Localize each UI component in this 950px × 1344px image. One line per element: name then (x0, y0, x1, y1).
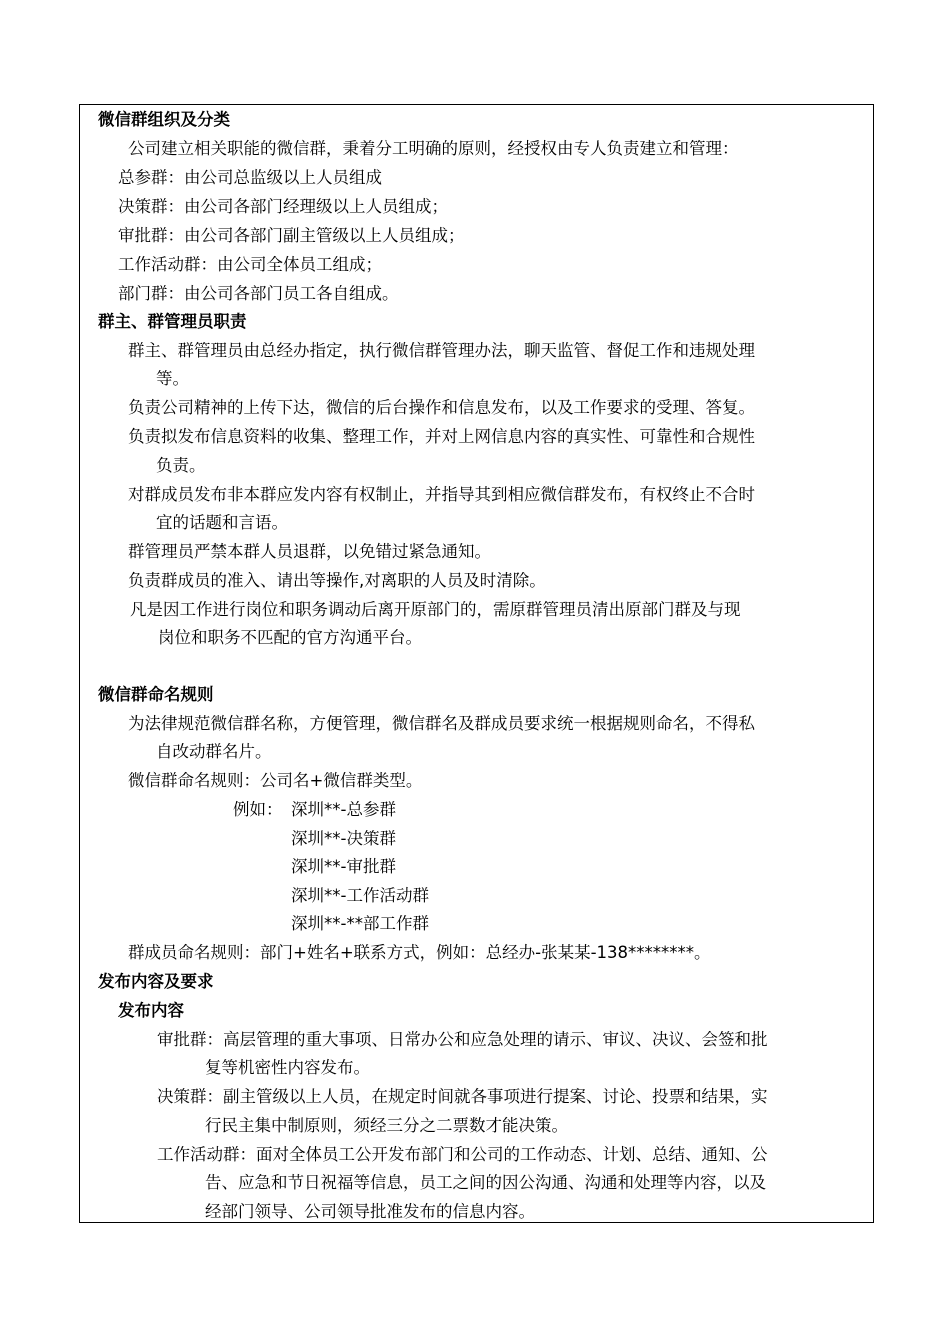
paragraph-line: 凡是因工作进行岗位和职务调动后离开原部门的，需原群管理员清出原部门群及与现 (130, 600, 741, 619)
example-item: 深圳**-总参群 (291, 800, 396, 819)
paragraph-line: 审批群：高层管理的重大事项、日常办公和应急处理的请示、审议、决议、会签和批 (157, 1030, 768, 1049)
paragraph-line: 复等机密性内容发布。 (205, 1058, 370, 1077)
example-item: 深圳**-决策群 (291, 829, 396, 848)
list-item: 总参群：由公司总监级以上人员组成 (118, 168, 382, 187)
example-item: 深圳**-工作活动群 (291, 886, 429, 905)
list-item: 部门群：由公司各部门员工各自组成。 (118, 284, 399, 303)
example-item: 深圳**-**部工作群 (291, 914, 429, 933)
section-intro: 公司建立相关职能的微信群，秉着分工明确的原则，经授权由专人负责建立和管理： (128, 139, 739, 158)
example-item: 深圳**-审批群 (291, 857, 396, 876)
section-title-publish: 发布内容及要求 (98, 972, 214, 991)
paragraph-line: 经部门领导、公司领导批准发布的信息内容。 (205, 1202, 535, 1221)
paragraph-line: 决策群：副主管级以上人员，在规定时间就各事项进行提案、讨论、投票和结果，实 (157, 1087, 768, 1106)
paragraph-line: 负责拟发布信息资料的收集、整理工作，并对上网信息内容的真实性、可靠性和合规性 (128, 427, 755, 446)
subsection-title: 发布内容 (118, 1001, 184, 1020)
paragraph-line: 宜的话题和言语。 (156, 513, 288, 532)
paragraph-line: 告、应急和节日祝福等信息，员工之间的因公沟通、沟通和处理等内容，以及 (205, 1173, 766, 1192)
paragraph-line: 自改动群名片。 (156, 742, 272, 761)
paragraph-line: 负责群成员的准入、请出等操作,对离职的人员及时清除。 (128, 571, 546, 590)
paragraph-line: 群主、群管理员由总经办指定，执行微信群管理办法，聊天监管、督促工作和违规处理 (128, 341, 755, 360)
paragraph-line: 负责公司精神的上传下达，微信的后台操作和信息发布，以及工作要求的受理、答复。 (128, 398, 755, 417)
paragraph-line: 为法律规范微信群名称，方便管理，微信群名及群成员要求统一根据规则命名，不得私 (128, 714, 755, 733)
example-label: 例如： (233, 800, 283, 819)
paragraph-line: 微信群命名规则：公司名+微信群类型。 (128, 771, 423, 790)
paragraph-line: 等。 (156, 369, 189, 388)
member-naming-rule: 群成员命名规则：部门+姓名+联系方式，例如：总经办-张某某-138********。 (128, 943, 711, 962)
paragraph-line: 工作活动群：面对全体员工公开发布部门和公司的工作动态、计划、总结、通知、公 (157, 1145, 768, 1164)
paragraph-line: 群管理员严禁本群人员退群，以免错过紧急通知。 (128, 542, 491, 561)
list-item: 工作活动群：由公司全体员工组成； (118, 255, 382, 274)
paragraph-line: 岗位和职务不匹配的官方沟通平台。 (158, 628, 422, 647)
paragraph-line: 负责。 (156, 456, 206, 475)
list-item: 审批群：由公司各部门副主管级以上人员组成； (118, 226, 465, 245)
section-title-duties: 群主、群管理员职责 (98, 312, 247, 331)
section-title-naming: 微信群命名规则 (98, 685, 214, 704)
paragraph-line: 行民主集中制原则，须经三分之二票数才能决策。 (205, 1116, 568, 1135)
list-item: 决策群：由公司各部门经理级以上人员组成； (118, 197, 448, 216)
paragraph-line: 对群成员发布非本群应发内容有权制止，并指导其到相应微信群发布，有权终止不合时 (128, 485, 755, 504)
section-title-organization: 微信群组织及分类 (98, 110, 230, 129)
